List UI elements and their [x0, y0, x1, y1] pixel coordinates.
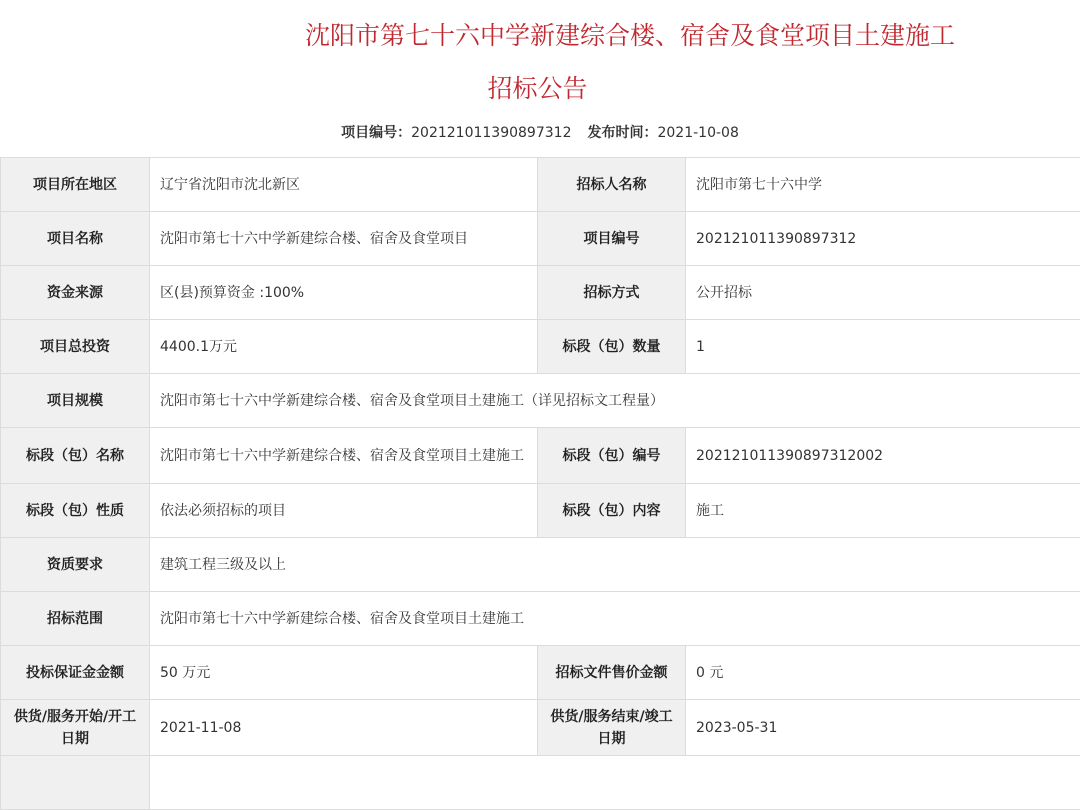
publish-date-label: 发布时间： [587, 125, 657, 141]
field-label: 资金来源 [1, 266, 150, 320]
field-value: 2021-11-08 [150, 700, 538, 756]
field-label: 招标方式 [538, 266, 686, 320]
field-value: 沈阳市第七十六中学新建综合楼、宿舍及食堂项目土建施工 [150, 592, 1080, 646]
field-value: 公开招标 [686, 266, 1080, 320]
field-label: 投标保证金金额 [1, 646, 150, 700]
field-value: 0 元 [686, 646, 1080, 700]
field-value: 沈阳市第七十六中学新建综合楼、宿舍及食堂项目土建施工（详见招标文工程量） [150, 374, 1080, 428]
field-label: 项目总投资 [1, 320, 150, 374]
field-label: 标段（包）内容 [538, 484, 686, 538]
field-value: 建筑工程三级及以上 [150, 538, 1080, 592]
project-info-table [0, 157, 1080, 810]
table-row [1, 428, 1080, 484]
table-row [1, 592, 1080, 646]
field-label: 标段（包）名称 [1, 428, 150, 484]
field-label: 项目规模 [1, 374, 150, 428]
field-label: 标段（包）编号 [538, 428, 686, 484]
field-label [1, 756, 150, 810]
field-value: 依法必须招标的项目 [150, 484, 538, 538]
field-label: 标段（包）数量 [538, 320, 686, 374]
field-value: 2023-05-31 [686, 700, 1080, 756]
field-value: 沈阳市第七十六中学 [686, 158, 1080, 212]
publish-date-value: 2021-10-08 [657, 125, 738, 141]
field-label: 招标人名称 [538, 158, 686, 212]
field-value: 4400.1万元 [150, 320, 538, 374]
field-label: 招标范围 [1, 592, 150, 646]
project-no-value: 202121011390897312 [411, 125, 571, 141]
table-row [1, 700, 1080, 756]
field-value: 辽宁省沈阳市沈北新区 [150, 158, 538, 212]
table-row [1, 646, 1080, 700]
table-row [1, 266, 1080, 320]
table-row [1, 374, 1080, 428]
table-row [1, 212, 1080, 266]
field-value: 区(县)预算资金 :100% [150, 266, 538, 320]
field-value: 1 [686, 320, 1080, 374]
field-label: 供货/服务结束/竣工日期 [538, 700, 686, 756]
field-value [150, 756, 1080, 810]
field-value: 202121011390897312 [686, 212, 1080, 266]
field-label: 标段（包）性质 [1, 484, 150, 538]
field-label: 资质要求 [1, 538, 150, 592]
table-row [1, 320, 1080, 374]
field-value: 沈阳市第七十六中学新建综合楼、宿舍及食堂项目 [150, 212, 538, 266]
notice-subtitle: 招标公告 [0, 72, 1075, 106]
field-label: 招标文件售价金额 [538, 646, 686, 700]
table-row [1, 756, 1080, 810]
table-row [1, 484, 1080, 538]
notice-meta [0, 123, 1080, 143]
field-value: 202121011390897312002 [686, 428, 1080, 484]
project-no-label: 项目编号： [341, 125, 411, 141]
field-value: 沈阳市第七十六中学新建综合楼、宿舍及食堂项目土建施工 [150, 428, 538, 484]
field-label: 供货/服务开始/开工日期 [1, 700, 150, 756]
field-value: 施工 [686, 484, 1080, 538]
field-value: 50 万元 [150, 646, 538, 700]
field-label: 项目编号 [538, 212, 686, 266]
table-row [1, 158, 1080, 212]
table-row [1, 538, 1080, 592]
notice-title: 沈阳市第七十六中学新建综合楼、宿舍及食堂项目土建施工 [0, 19, 1080, 53]
field-label: 项目名称 [1, 212, 150, 266]
field-label: 项目所在地区 [1, 158, 150, 212]
